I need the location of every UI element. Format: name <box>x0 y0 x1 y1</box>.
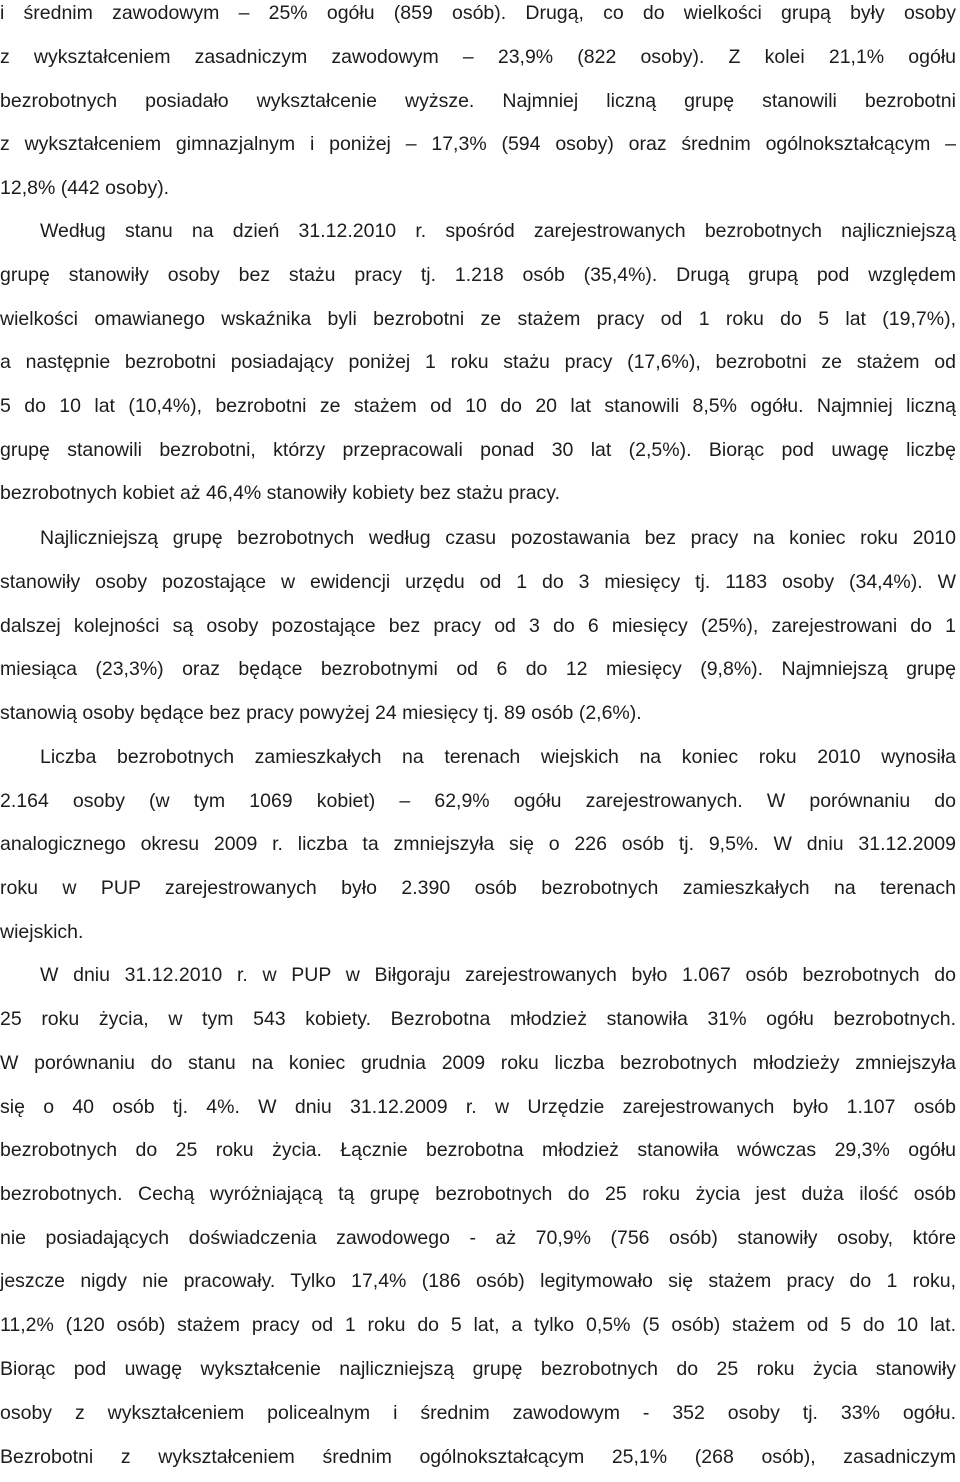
text-line: bezrobotnych do 25 roku życia. Łącznie bezrobotna młodzież stanowiła wówczas 29,3% ogółu <box>0 1139 956 1161</box>
text-line: W porównaniu do stanu na koniec grudnia 2009 roku liczba bezrobotnych młodzieży zmniejszyła <box>0 1052 956 1074</box>
text-line: grupę stanowili bezrobotni, którzy przepracowali ponad 30 lat (2,5%). Biorąc pod uwagę liczbę <box>0 439 956 461</box>
text-line: stanowiły osoby pozostające w ewidencji urzędu od 1 do 3 miesięcy tj. 1183 osoby (34,4%). W <box>0 571 956 593</box>
text-line: roku w PUP zarejestrowanych było 2.390 osób bezrobotnych zamieszkałych na terenach <box>0 877 956 899</box>
text-line: 5 do 10 lat (10,4%), bezrobotni ze stażem od 10 do 20 lat stanowili 8,5% ogółu. Najmniej liczną <box>0 395 956 417</box>
text-line: Liczba bezrobotnych zamieszkałych na terenach wiejskich na koniec roku 2010 wynosiła <box>40 746 956 768</box>
text-line: osoby z wykształceniem policealnym i średnim zawodowym - 352 osoby tj. 33% ogółu. <box>0 1402 956 1424</box>
text-line: Biorąc pod uwagę wykształcenie najliczniejszą grupę bezrobotnych do 25 roku życia stanowiły <box>0 1358 956 1380</box>
text-line: grupę stanowiły osoby bez stażu pracy tj. 1.218 osób (35,4%). Drugą grupą pod względem <box>0 264 956 286</box>
text-line: 25 roku życia, w tym 543 kobiety. Bezrobotna młodzież stanowiła 31% ogółu bezrobotnych. <box>0 1008 956 1030</box>
text-line: stanowią osoby będące bez pracy powyżej 24 miesięcy tj. 89 osób (2,6%). <box>0 702 642 724</box>
text-line: z wykształceniem zasadniczym zawodowym – 23,9% (822 osoby). Z kolei 21,1% ogółu <box>0 46 956 68</box>
text-line: z wykształceniem gimnazjalnym i poniżej – 17,3% (594 osoby) oraz średnim ogólnokształcącym – <box>0 133 956 155</box>
text-line: wielkości omawianego wskaźnika byli bezrobotni ze stażem pracy od 1 roku do 5 lat (19,7%), <box>0 308 956 330</box>
text-line: bezrobotnych kobiet aż 46,4% stanowiły kobiety bez stażu pracy. <box>0 482 561 504</box>
text-line: 11,2% (120 osób) stażem pracy od 1 roku do 5 lat, a tylko 0,5% (5 osób) stażem od 5 do 10 lat. <box>0 1314 956 1336</box>
text-line: bezrobotnych posiadało wykształcenie wyższe. Najmniej liczną grupę stanowili bezrobotni <box>0 90 956 112</box>
text-line: wiejskich. <box>0 921 84 943</box>
text-line: się o 40 osób tj. 4%. W dniu 31.12.2009 r. w Urzędzie zarejestrowanych było 1.107 osób <box>0 1096 956 1118</box>
text-line: bezrobotnych. Cechą wyróżniającą tą grupę bezrobotnych do 25 roku życia jest duża ilość osób <box>0 1183 956 1205</box>
text-line: jeszcze nigdy nie pracowały. Tylko 17,4% (186 osób) legitymowało się stażem pracy do 1 roku, <box>0 1270 956 1292</box>
text-line: dalszej kolejności są osoby pozostające bez pracy od 3 do 6 miesięcy (25%), zarejestrowani do 1 <box>0 615 956 637</box>
text-line: Bezrobotni z wykształceniem średnim ogólnokształcącym 25,1% (268 osób), zasadniczym <box>0 1446 956 1468</box>
text-line: Najliczniejszą grupę bezrobotnych według czasu pozostawania bez pracy na koniec roku 2010 <box>40 527 956 549</box>
text-line: miesiąca (23,3%) oraz będące bezrobotnymi od 6 do 12 miesięcy (9,8%). Najmniejszą grupę <box>0 658 956 680</box>
text-line: 12,8% (442 osoby). <box>0 177 170 199</box>
text-line: analogicznego okresu 2009 r. liczba ta zmniejszyła się o 226 osób tj. 9,5%. W dniu 31.12.2009 <box>0 833 956 855</box>
text-line: Według stanu na dzień 31.12.2010 r. spośród zarejestrowanych bezrobotnych najliczniejszą <box>40 220 956 242</box>
text-line: nie posiadających doświadczenia zawodowego - aż 70,9% (756 osób) stanowiły osoby, które <box>0 1227 956 1249</box>
text-line: a następnie bezrobotni posiadający poniżej 1 roku stażu pracy (17,6%), bezrobotni ze stażem od <box>0 351 956 373</box>
text-line: i średnim zawodowym – 25% ogółu (859 osób). Drugą, co do wielkości grupą były osoby <box>0 2 956 24</box>
text-line: 2.164 osoby (w tym 1069 kobiet) – 62,9% ogółu zarejestrowanych. W porównaniu do <box>0 790 956 812</box>
text-line: W dniu 31.12.2010 r. w PUP w Biłgoraju zarejestrowanych było 1.067 osób bezrobotnych do <box>40 964 956 986</box>
